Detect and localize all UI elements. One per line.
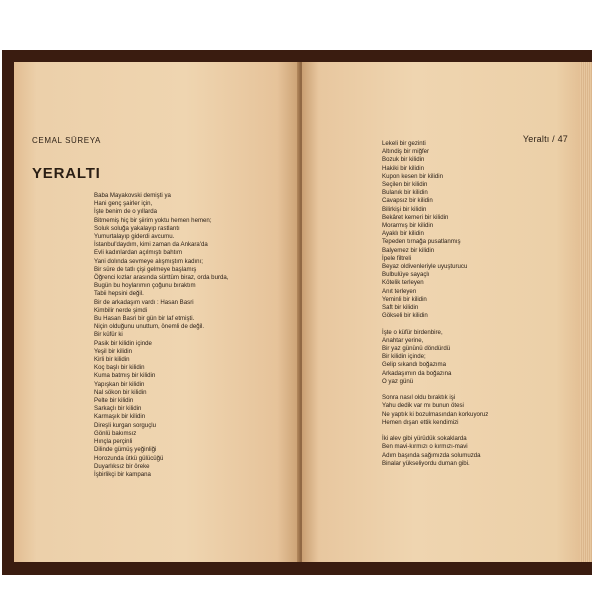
- poem-line: Arkadaşımın da boğazına: [382, 369, 452, 377]
- poem-line: [382, 386, 488, 394]
- poem-column-left: [94, 192, 228, 479]
- poem-line: Gelip sıkandı boğazıma: [382, 361, 447, 369]
- poem-line: Kimbilir nerde şimdi: [94, 306, 148, 314]
- poem-line: Yeşil bir kilidin: [94, 347, 133, 355]
- poem-line: Hemen dışarı ettik kendimizi: [382, 418, 459, 426]
- poem-line: Saft bir kilidin: [382, 304, 419, 312]
- poem-line: İstanbul'daydım, kimi zaman da Ankara'da: [94, 241, 208, 249]
- poem-line: Bilirkişi bir kilidin: [382, 205, 427, 213]
- author-running-head: CEMAL SÜREYA: [32, 136, 101, 145]
- page-edges: [580, 62, 592, 562]
- poem-line: Yapışkan bir kilidin: [94, 380, 145, 388]
- poem-line: Morarmış bir kilidin: [382, 222, 434, 230]
- poem-line: Balyemez bir kilidin: [382, 246, 435, 254]
- poem-line: Kupon kesen bir kilidin: [382, 172, 443, 180]
- poem-line: Lekeli bir gezinti: [382, 140, 426, 147]
- poem-line: Pelte bir kilidin: [94, 397, 134, 405]
- poem-line: Pasik bir kilidin içinde: [94, 339, 152, 347]
- poem-line: Adım başında sağımızda solumuzda: [382, 451, 481, 459]
- poem-line: [382, 427, 488, 435]
- poem-line: [382, 320, 488, 328]
- poem-line: Cavapsız bir kilidin: [382, 197, 433, 205]
- poem-line: Kuma batmış bir kilidin: [94, 372, 156, 380]
- poem-line: Anahtar yerine,: [382, 336, 424, 344]
- poem-line: Gönlü bakımsız: [94, 429, 137, 437]
- poem-line: Bir süre de tatlı çişi gelmeye başlamış: [94, 265, 197, 273]
- poem-line: Seçilen bir kilidin: [382, 181, 428, 189]
- poem-line: Yumurtalayıp giderdi avcumu.: [94, 233, 175, 241]
- poem-line: Anıt terleyen: [382, 287, 417, 295]
- poem-line: Bulanık bir kilidin: [382, 189, 428, 197]
- right-page: [302, 62, 584, 562]
- poem-line: İşte benim de o yıllarda: [94, 208, 158, 216]
- poem-line: Bir kilidin içinde;: [382, 353, 426, 361]
- poem-line: Yani dolında sevmeye alışmıştım kadını;: [94, 257, 203, 265]
- poem-line: Hınçla perçinli: [94, 438, 133, 446]
- poem-line: Tabii hepsini değil.: [94, 290, 144, 298]
- poem-line: Direşli kurgan sorguçlu: [94, 421, 156, 429]
- poem-line: Koç başlı bir kilidin: [94, 364, 145, 372]
- poem-line: Binalar yükseliyordu duman gibi.: [382, 459, 470, 467]
- poem-title: YERALTI: [32, 165, 101, 182]
- poem-line: Bir de arkadaşım vardı : Hasan Basri: [94, 298, 194, 306]
- poem-line: Bir küfür ki: [94, 331, 123, 339]
- poem-line: Öğrenci kızlar arasında sürttüm biraz, orda burda,: [94, 274, 229, 282]
- poem-line: Ne yaptık ki bozulmasından korkuyoruz: [382, 410, 489, 418]
- poem-line: Soluk soluğa yakalayıp rastlantı: [94, 224, 180, 232]
- poem-line: Bugün bu hoylarımın çoğunu bıraktım: [94, 282, 196, 290]
- poem-line: Bekâret kemeri bir kilidin: [382, 213, 449, 221]
- poem-line: Ayaklı bir kilidin: [382, 230, 424, 238]
- poem-line: Hakiki bir kilidin: [382, 164, 424, 172]
- poem-line: Bitmemiş hiç bir şiirim yoktu hemen hemen;: [94, 216, 212, 224]
- poem-line: İşte o küfür birdenbire,: [382, 328, 443, 336]
- page-number-running-head: Yeraltı / 47: [522, 134, 568, 144]
- poem-line: Dilinde gümüş yeğinliği: [94, 446, 157, 454]
- poem-line: İpele filtreli: [382, 254, 412, 262]
- poem-line: Hani genç şairler için,: [94, 200, 153, 208]
- poem-line: Bulbulüye sayaçlı: [382, 271, 430, 279]
- poem-line: Gökseli bir kilidin: [382, 312, 428, 320]
- poem-line: O yaz günü: [382, 377, 414, 385]
- poem-line: Horozunda ütkü gülücüğü: [94, 454, 164, 462]
- poem-line: Sonra nasıl oldu bıraktık işi: [382, 394, 456, 402]
- poem-line: İki alev gibi yürüdük sokaklarda: [382, 435, 467, 443]
- poem-line: İşbirlikçi bir kampana: [94, 470, 151, 478]
- poem-line: Sarkaçlı bir kilidin: [94, 405, 142, 413]
- poem-line: Evli kadınlardan açılmıştı bahtım: [94, 249, 183, 257]
- poem-line: Yahu dedik var mı bunun ötesi: [382, 402, 464, 410]
- poem-line: Ben mavi-kırmızı o kırmızı-mavi: [382, 443, 468, 451]
- poem-line: Beyaz oldivenleriyle uyuşturucu: [382, 263, 468, 271]
- poem-line: Kötelik terleyen: [382, 279, 424, 287]
- poem-line: Karmaşık bir kilidin: [94, 413, 146, 421]
- poem-column-right: [382, 140, 488, 468]
- left-page: [14, 62, 300, 562]
- poem-line: Bir yaz gününü döndürdü: [382, 345, 451, 353]
- poem-line: Altındiş bir miğfer: [382, 148, 430, 156]
- poem-line: Bozuk bir kilidin: [382, 156, 425, 164]
- poem-line: Tepeden tırnağa pusatlanmış: [382, 238, 461, 246]
- poem-line: Baba Mayakovski demişti ya: [94, 192, 171, 199]
- poem-line: Kirli bir kilidin: [94, 356, 130, 364]
- poem-line: Niçin olduğunu unuttum, önemli de değil.: [94, 323, 205, 331]
- poem-line: Duyarlıksız bir öreke: [94, 462, 150, 470]
- poem-line: Nal sökon bir kilidin: [94, 388, 147, 396]
- poem-line: Bu Hasan Basri bir gün bir laf etmişti.: [94, 315, 195, 323]
- poem-line: Yeminli bir kilidin: [382, 295, 427, 303]
